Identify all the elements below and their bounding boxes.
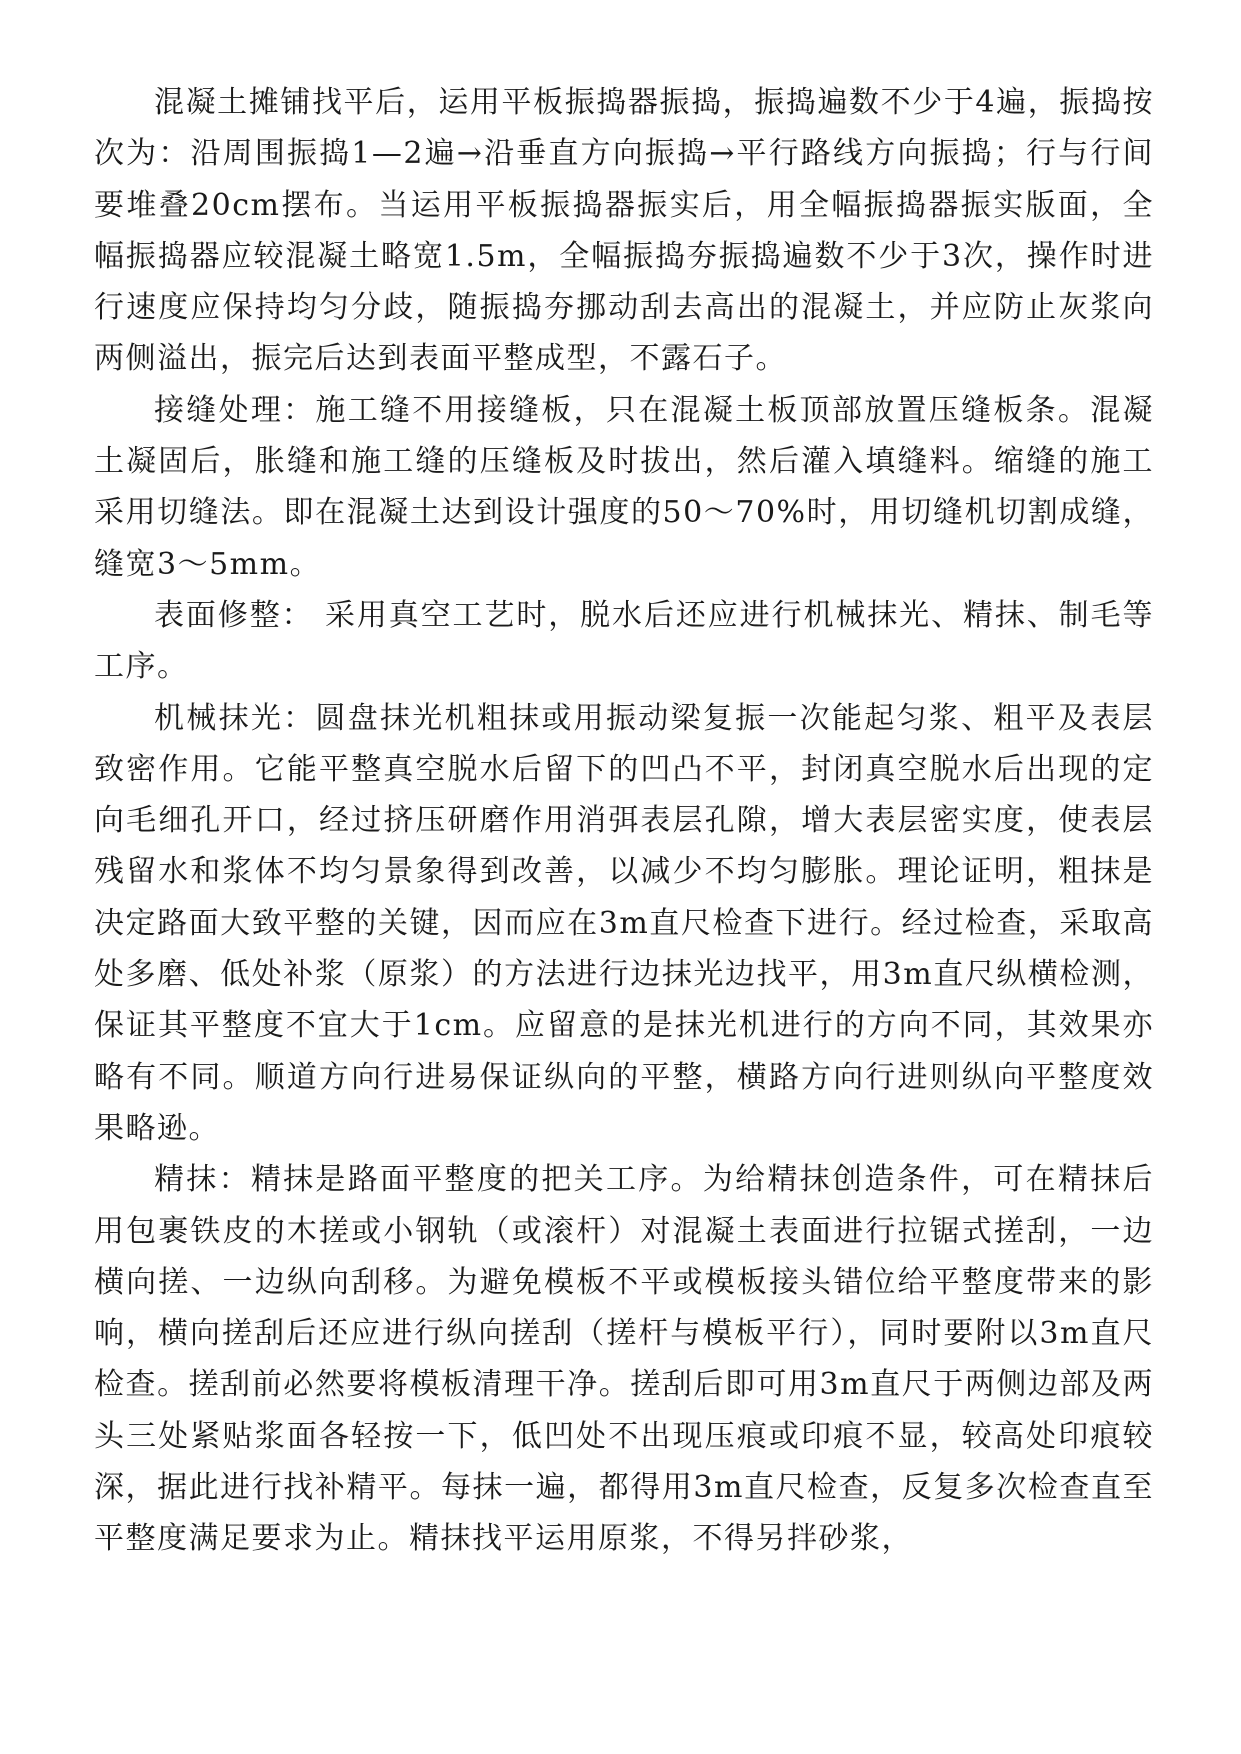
paragraph-mechanical-troweling: 机械抹光：圆盘抹光机粗抹或用振动梁复振一次能起匀浆、粗平及表层致密作用。它能平整真空脱水后留下的凹凸不平，封闭真空脱水后出现的定向毛细孔开口，经过挤压研磨作用消弭表层孔隙，增大表层密实度，使表层残留水和浆体不均匀景象得到改善，以减少不均匀膨胀。理论证明，粗抹是决定路面大致平整的关键，因而应在3m直尺检查下进行。经过检查，采取高处多磨、低处补浆（原浆）的方法进行边抹光边找平，用3m直尺纵横检测，保证其平整度不宜大于1cm。应留意的是抹光机进行的方向不同，其效果亦略有不同。顺道方向行进易保证纵向的平整，横路方向行进则纵向平整度效果略逊。 xyxy=(94,700,1154,1146)
paragraph-joint-treatment: 接缝处理：施工缝不用接缝板，只在混凝土板顶部放置压缝板条。混凝土凝固后，胀缝和施工缝的压缝板及时拔出，然后灌入填缝料。缩缝的施工采用切缝法。即在混凝土达到设计强度的50～70%时，用切缝机切割成缝，缝宽3～5mm。 xyxy=(94,392,1154,582)
document-body xyxy=(94,77,1154,1565)
paragraph-fine-troweling: 精抹：精抹是路面平整度的把关工序。为给精抹创造条件，可在精抹后用包裹铁皮的木搓或小钢轨（或滚杆）对混凝土表面进行拉锯式搓刮，一边横向搓、一边纵向刮移。为避免模板不平或模板接头错位给平整度带来的影响，横向搓刮后还应进行纵向搓刮（搓杆与模板平行），同时要附以3m直尺检查。搓刮前必然要将模板清理干净。搓刮后即可用3m直尺于两侧边部及两头三处紧贴浆面各轻按一下，低凹处不出现压痕或印痕不显，较高处印痕较深，据此进行找补精平。每抹一遍，都得用3m直尺检查，反复多次检查直至平整度满足要求为止。精抹找平运用原浆，不得另拌砂浆， xyxy=(94,1162,1154,1557)
paragraph-concrete-vibration: 混凝土摊铺找平后，运用平板振捣器振捣，振捣遍数不少于4遍，振捣按次为：沿周围振捣1—2遍→沿垂直方向振捣→平行路线方向振捣；行与行间要堆叠20cm摆布。当运用平板振捣器振实后，用全幅振捣器振实版面，全幅振捣器应较混凝土略宽1.5m，全幅振捣夯振捣遍数不少于3次，操作时进行速度应保持均匀分歧，随振捣夯挪动刮去高出的混凝土，并应防止灰浆向两侧溢出，振完后达到表面平整成型，不露石子。 xyxy=(94,85,1155,377)
paragraph-surface-finishing: 表面修整： 采用真空工艺时，脱水后还应进行机械抹光、精抹、制毛等工序。 xyxy=(94,597,1154,685)
